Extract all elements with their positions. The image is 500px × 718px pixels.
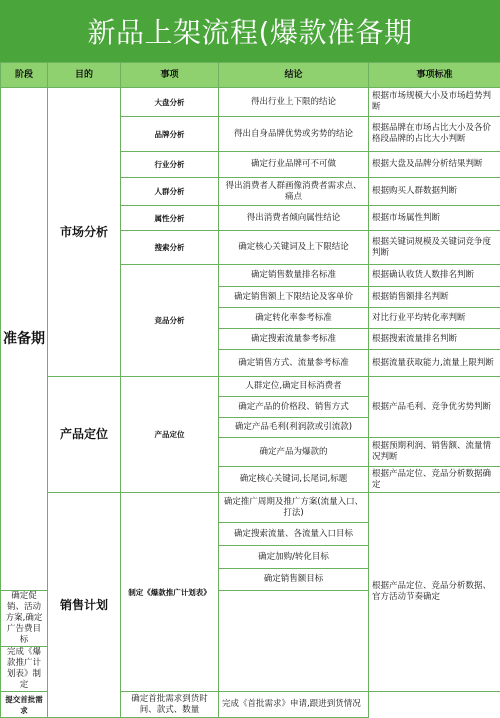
header-standard: 事项标准 [369,63,500,88]
item-cell: 搜索分析 [121,231,219,265]
item-cell: 竞品分析 [121,265,219,377]
purpose-market: 市场分析 [48,88,121,377]
conclusion-cell: 确定销售额上下限结论及客单价 [219,287,369,308]
item-cell: 制定《爆款推广计划表》 [121,493,219,692]
conclusion-cell: 人群定位,确定目标消费者 [219,377,369,397]
item-cell: 行业分析 [121,152,219,178]
standard-cell: 根据预期利润、销售额、流量情况判断 [369,438,500,467]
standard-cell: 根据销售额排名判断 [369,287,500,308]
table-row [1,88,500,117]
item-cell: 产品定位 [121,377,219,493]
conclusion-cell: 确定行业品牌可不可做 [219,152,369,178]
item-cell: 属性分析 [121,206,219,231]
conclusion-cell: 确定加购/转化目标 [219,546,369,569]
process-table [0,62,500,718]
conclusion-cell: 得出自身品牌优势或劣势的结论 [219,117,369,152]
conclusion-cell: 确定搜索流量参考标准 [219,329,369,350]
header-conclusion: 结论 [219,63,369,88]
header-purpose: 目的 [48,63,121,88]
conclusion-cell: 确定产品的价格段、销售方式 [219,397,369,418]
standard-cell: 根据市场规模大小及市场趋势判断 [369,88,500,117]
standard-cell: 根据关键词规模及关键词竞争度判断 [369,231,500,265]
item-cell: 品牌分析 [121,117,219,152]
standard-cell: 根据确认收货人数排名判断 [369,265,500,287]
item-cell: 大盘分析 [121,88,219,117]
item-cell: 人群分析 [121,178,219,206]
standard-cell: 对比行业平均转化率判断 [369,308,500,329]
table-row [1,493,500,523]
standard-cell: 根据市场属性判断 [369,206,500,231]
conclusion-cell: 得出消费者人群画像消费者需求点、痛点 [219,178,369,206]
standard-cell: 根据购买人群数据判断 [369,178,500,206]
item-cell: 提交首批需求 [1,692,48,718]
standard-cell: 根据搜索流量排名判断 [369,329,500,350]
standard-cell: 根据品牌在市场占比大小及各价格段品牌的占比大小判断 [369,117,500,152]
stage-cell: 准备期 [1,88,48,591]
conclusion-cell: 确定产品毛利(利润款或引流款) [219,418,369,438]
conclusion-cell: 确定核心关键词,长尾词,标题 [219,467,369,493]
table-header-row [1,63,500,88]
conclusion-cell: 确定销售额目标 [219,569,369,591]
conclusion-cell: 确定销售数量排名标准 [219,265,369,287]
conclusion-cell: 确定推广周期及推广方案(流量入口、打法) [219,493,369,523]
conclusion-cell: 得出行业上下限的结论 [219,88,369,117]
header-item: 事项 [121,63,219,88]
conclusion-cell: 确定搜索流量、各流量入口目标 [219,523,369,546]
conclusion-cell: 完成《爆款推广计划表》制定 [1,647,48,692]
standard-cell: 根据产品毛利、竞争优劣势判断 [369,377,500,438]
conclusion-cell: 确定促销、活动方案,确定广告费目标 [1,591,48,647]
standard-cell: 根据大盘及品牌分析结果判断 [369,152,500,178]
purpose-positioning: 产品定位 [48,377,121,493]
conclusion-cell: 确定产品为爆款的 [219,438,369,467]
standard-cell: 根据产品定位、竞品分析数据、官方活动节奏确定 [369,493,500,692]
conclusion-cell: 确定转化率参考标准 [219,308,369,329]
standard-cell: 根据流量获取能力,流量上限判断 [369,350,500,377]
conclusion-cell: 确定销售方式、流量参考标准 [219,350,369,377]
standard-cell: 根据产品定位、竞品分析数据确定 [369,467,500,493]
conclusion-cell: 确定首批需求到货时间、款式、数量 [121,692,219,718]
standard-cell: 完成《首批需求》申请,跟进到货情况 [219,692,369,718]
header-stage: 阶段 [1,63,48,88]
table-row [1,377,500,397]
purpose-sales-plan: 销售计划 [48,493,121,718]
page-title: 新品上架流程(爆款准备期 [0,0,500,62]
conclusion-cell: 确定核心关键词及上下限结论 [219,231,369,265]
conclusion-cell: 得出消费者倾向属性结论 [219,206,369,231]
